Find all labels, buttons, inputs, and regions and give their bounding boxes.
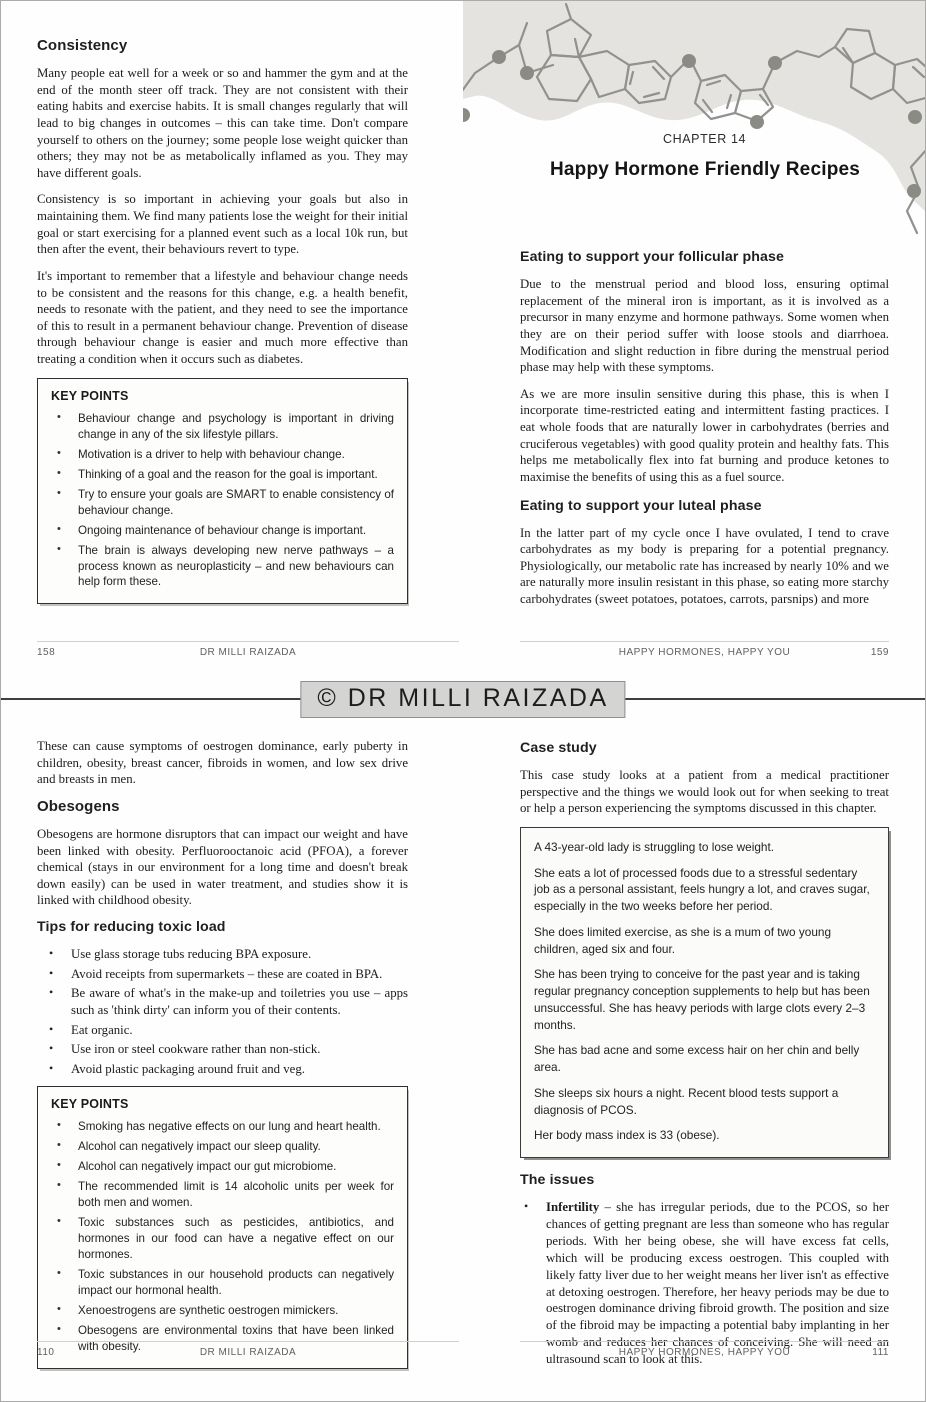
key-point-item: • Obesogens are environmental toxins that have been linked with obesity.	[51, 1323, 394, 1355]
page-number: 111	[872, 1347, 889, 1358]
key-point-item: • The brain is always developing new nerve pathways – a process known as neuroplasticity – and new behaviours can help form these.	[51, 543, 394, 591]
paragraph: These can cause symptoms of oestrogen dominance, early puberty in children, obesity, breast cancer, fibroids in women, and low sex drive and breasts in men.	[37, 739, 408, 787]
chapter-title: Happy Hormone Friendly Recipes	[549, 159, 861, 180]
case-study-line: A 43-year-old lady is struggling to lose weight.	[534, 839, 774, 854]
paragraph: Obesogens are hormone disruptors that can impact our weight and have been linked with obesity. Perfluorooctanoic acid (PFOA), a forever chemical (stays in our environment for a long time and doesn't break down easily) can be used in water treatment, and studies show it is linked with childhood obesity.	[37, 826, 408, 908]
key-point-item: • Xenoestrogens are synthetic oestrogen mimickers.	[51, 1303, 394, 1319]
key-point-item: • Try to ensure your goals are SMART to enable consistency of behaviour change.	[51, 487, 394, 519]
running-title: DR MILLI RAIZADA	[199, 1347, 297, 1358]
section-heading: Eating to support your follicular phase	[520, 249, 785, 265]
key-point-item: • Behaviour change and psychology is important in driving change in any of the six lifestyle pillars.	[51, 411, 394, 443]
key-point-item: • Thinking of a goal and the reason for the goal is important.	[51, 467, 394, 483]
case-study-line: She has been trying to conceive for the past year and is taking regular pregnancy conception supplements to help but has been unsuccessful. She has heavy periods with large clots every 2–3 months.	[534, 967, 870, 1032]
case-study-line: Her body mass index is 33 (obese).	[534, 1128, 720, 1143]
section-heading: Obesogens	[37, 797, 120, 815]
page-110	[37, 738, 408, 1369]
page-158	[37, 37, 408, 604]
key-points-title: KEY POINTS	[51, 388, 129, 403]
section-heading: Eating to support your luteal phase	[520, 497, 762, 514]
tip-item: • Avoid receipts from supermarkets – these are coated in BPA.	[37, 966, 408, 983]
case-study-line: She has bad acne and some excess hair on her chin and belly area.	[534, 1043, 860, 1075]
paragraph: As we are more insulin sensitive during this phase, this is when I incorporate time-restricted eating and intermittent fasting practices. I eat whole foods that are naturally lower in carbohydrates (berries and cruciferous vegetables) with good quality protein and healthy fats. This helps me metabolically flex into fat burning and produce ketones to maximise the benefits of using this as a fuel source.	[520, 386, 889, 484]
page-number: 159	[870, 647, 889, 658]
tip-item: • Be aware of what's in the make-up and toiletries you use – apps such as 'think dirty' can inform you of their contents.	[37, 985, 408, 1018]
case-study-line: She sleeps six hours a night. Recent blood tests support a diagnosis of PCOS.	[534, 1085, 839, 1117]
copyright-watermark: © DR MILLI RAIZADA	[300, 681, 625, 718]
tip-item: • Use iron or steel cookware rather than non-stick.	[37, 1041, 408, 1058]
page-footer	[520, 1341, 889, 1358]
page-footer	[37, 641, 459, 658]
paragraph: This case study looks at a patient from a medical practitioner perspective and the things we would look out for when seeking to treat or help a person experiencing the symptoms discussed in this chapter.	[520, 768, 889, 816]
key-point-item: • Motivation is a driver to help with behaviour change.	[51, 447, 394, 463]
page-number: 158	[37, 647, 56, 658]
key-point-item: • Smoking has negative effects on our lung and heart health.	[51, 1119, 394, 1135]
issue-text: – she has irregular periods, due to the PCOS, so her chances of getting pregnant are less than someone who has regular periods. With her being obese, she will have excess fat cells, which will be producing excess oestrogen. This coupled with likely fatty liver due to her weight means her liver isn't as effective at detoxing oestrogen. Therefore, her heavy periods may be due to oestrogen dominance driving fibroid growth. The position and size of the fibroid may be impacting a potential baby implanting in her womb and reduces her chances of conceiving. She will need an ultrasound scan to look at this.	[546, 1200, 889, 1367]
paragraph: Many people eat well for a week or so and hammer the gym and at the end of the month steer off track. They are not consistent with their eating habits and exercise habits. It is small changes regularly that will lead to big changes in outcomes – this can take time. Don't compare yourself to others on the journey; some people lose weight quicker than others; they may not be as metabolically inflamed as you. They may have different goals.	[37, 66, 408, 180]
case-study-line: She does limited exercise, as she is a mum of two young children, aged six and four.	[534, 924, 832, 956]
case-study-line: She eats a lot of processed foods due to a stressful sedentary job as a personal assistant, feels hungry a lot, and craves sugar, especially in the two weeks before her period.	[534, 865, 870, 914]
paragraph: Consistency is so important in achieving your goals but also in maintaining them. We find many patients lose the weight for their initial goal or start exercising for a planned event such as a local 10k run, but then after the event, their behaviours revert to type.	[37, 192, 408, 257]
running-title: HAPPY HORMONES, HAPPY YOU	[618, 1347, 791, 1358]
tip-item: • Use glass storage tubs reducing BPA exposure.	[37, 946, 408, 963]
tip-item: • Avoid plastic packaging around fruit and veg.	[37, 1061, 408, 1078]
section-heading: Case study	[520, 740, 597, 756]
page-footer	[37, 1341, 459, 1358]
issue-lead: Infertility	[546, 1200, 600, 1215]
page-number: 110	[37, 1347, 55, 1358]
hormone-molecule-illustration	[463, 1, 926, 239]
page-159	[520, 249, 889, 618]
chapter-label: CHAPTER 14	[662, 132, 747, 146]
case-study-box	[520, 827, 889, 1158]
key-points-title: KEY POINTS	[51, 1097, 129, 1112]
paragraph: In the latter part of my cycle once I have ovulated, I tend to crave carbohydrates as my body is preparing for a potential pregnancy. Physiologically, our metabolic rate has increased by nearly 10% and we are naturally more insulin resistant in this phase, so eating more starchy carbohydrates (sweet potatoes, potatoes, carrots, parsnips) and more	[520, 525, 889, 606]
key-point-item: • The recommended limit is 14 alcoholic units per week for both men and women.	[51, 1179, 394, 1211]
key-point-item: • Alcohol can negatively impact our sleep quality.	[51, 1139, 394, 1155]
section-heading: The issues	[520, 1172, 595, 1189]
key-points-box	[37, 1086, 408, 1369]
key-point-item: • Toxic substances such as pesticides, antibiotics, and hormones in our food can have a negative effect on our hormones.	[51, 1215, 394, 1263]
tip-item: • Eat organic.	[37, 1022, 408, 1039]
section-heading: Consistency	[37, 37, 128, 54]
section-heading: Tips for reducing toxic load	[37, 919, 226, 935]
key-point-item: • Toxic substances in our household products can negatively impact our hormonal health.	[51, 1267, 394, 1299]
key-points-box	[37, 378, 408, 605]
paragraph: It's important to remember that a lifestyle and behaviour change needs to be consistent and the reasons for this change, e.g. a health benefit, needs to resonate with the patient, and they need to see the importance of this to result in a permanent behaviour change. Prevention of disease through behaviour change is easier and much more effective than treating a condition when it occurs such as diabetes.	[37, 268, 408, 366]
key-point-item: • Ongoing maintenance of behaviour change is important.	[51, 523, 394, 539]
paragraph: Due to the menstrual period and blood loss, ensuring optimal replacement of the mineral iron is important, as it is involved as a precursor in many enzyme and hormone pathways. Some women when they are on their period suffer with loose stools and diarrhoea. Modification and slight reduction in fibre during the menstrual period phase may help with these symptoms.	[520, 277, 889, 375]
key-point-item: • Alcohol can negatively impact our gut microbiome.	[51, 1159, 394, 1175]
running-title: DR MILLI RAIZADA	[199, 647, 297, 658]
running-title: HAPPY HORMONES, HAPPY YOU	[618, 647, 791, 658]
page-111	[520, 738, 889, 1368]
page-footer	[520, 641, 889, 658]
